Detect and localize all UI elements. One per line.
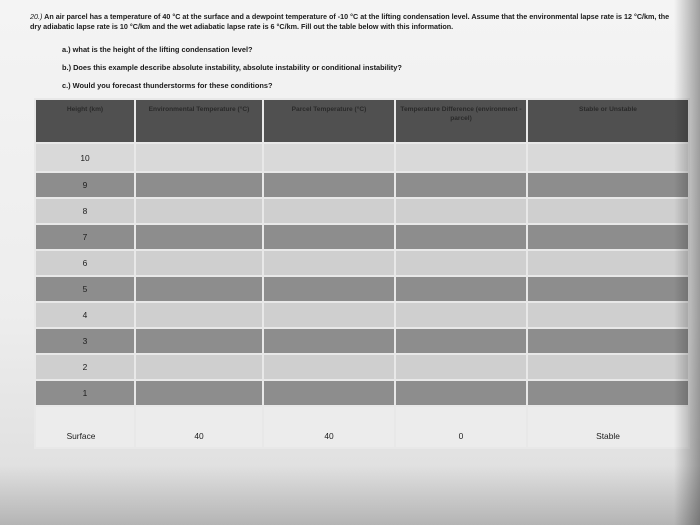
env-temp-cell[interactable] xyxy=(135,143,263,172)
height-cell: 1 xyxy=(35,380,135,406)
env-temp-cell[interactable]: 40 xyxy=(135,406,263,448)
height-cell: 8 xyxy=(35,198,135,224)
table-row xyxy=(35,143,689,172)
temp-diff-cell[interactable] xyxy=(395,143,527,172)
stability-cell[interactable] xyxy=(527,172,689,198)
table-row xyxy=(35,354,689,380)
stability-cell[interactable] xyxy=(527,276,689,302)
table-row-surface xyxy=(35,406,689,448)
height-cell: 5 xyxy=(35,276,135,302)
height-cell: 6 xyxy=(35,250,135,276)
env-temp-cell[interactable] xyxy=(135,172,263,198)
header-temp-difference: Temperature Difference (environment -parcel) xyxy=(395,99,527,143)
stability-cell[interactable] xyxy=(527,380,689,406)
env-temp-cell[interactable] xyxy=(135,250,263,276)
question-body: An air parcel has a temperature of 40 °C at the surface and a dewpoint temperature of -10 °C at the lifting condensation level. Assume that the environmental lapse rate is 12 °C/km, the dry adiabatic lapse rate is 10 °C/km and the wet adiabatic lapse rate is 6 °C/km. Fill out the table below with this information. xyxy=(30,12,670,31)
header-parcel-temp: Parcel Temperature (°C) xyxy=(263,99,395,143)
header-env-temp: Environmental Temperature (°C) xyxy=(135,99,263,143)
sub-question-a: a.) what is the height of the lifting condensation level? xyxy=(62,45,253,54)
stability-cell[interactable] xyxy=(527,224,689,250)
table-row xyxy=(35,302,689,328)
temp-diff-cell[interactable] xyxy=(395,302,527,328)
stability-cell[interactable] xyxy=(527,198,689,224)
env-temp-cell[interactable] xyxy=(135,328,263,354)
header-height: Height (km) xyxy=(35,99,135,143)
parcel-temp-cell[interactable] xyxy=(263,276,395,302)
table-row xyxy=(35,276,689,302)
parcel-temp-cell[interactable] xyxy=(263,328,395,354)
temp-diff-cell[interactable] xyxy=(395,172,527,198)
parcel-temp-cell[interactable]: 40 xyxy=(263,406,395,448)
env-temp-cell[interactable] xyxy=(135,198,263,224)
sub-question-b: b.) Does this example describe absolute instability, absolute instability or conditional instability? xyxy=(62,63,402,72)
height-cell: 9 xyxy=(35,172,135,198)
stability-cell[interactable] xyxy=(527,143,689,172)
env-temp-cell[interactable] xyxy=(135,224,263,250)
data-table-container xyxy=(34,98,688,476)
table-header-row xyxy=(35,99,689,143)
temp-diff-cell[interactable] xyxy=(395,380,527,406)
temp-diff-cell[interactable] xyxy=(395,276,527,302)
parcel-temp-cell[interactable] xyxy=(263,172,395,198)
stability-cell[interactable] xyxy=(527,250,689,276)
stability-cell[interactable] xyxy=(527,328,689,354)
parcel-temp-cell[interactable] xyxy=(263,250,395,276)
parcel-temp-cell[interactable] xyxy=(263,354,395,380)
lapse-rate-table xyxy=(34,98,690,449)
env-temp-cell[interactable] xyxy=(135,380,263,406)
parcel-temp-cell[interactable] xyxy=(263,198,395,224)
stability-cell[interactable]: Stable xyxy=(527,406,689,448)
height-cell: 10 xyxy=(35,143,135,172)
question-text xyxy=(30,12,680,32)
height-cell-surface xyxy=(35,406,135,448)
parcel-temp-cell[interactable] xyxy=(263,224,395,250)
header-stability: Stable or Unstable xyxy=(527,99,689,143)
parcel-temp-cell[interactable] xyxy=(263,143,395,172)
question-number: 20.) xyxy=(30,12,43,21)
env-temp-cell[interactable] xyxy=(135,276,263,302)
sub-question-c: c.) Would you forecast thunderstorms for these conditions? xyxy=(62,81,273,90)
height-cell: 7 xyxy=(35,224,135,250)
env-temp-cell[interactable] xyxy=(135,354,263,380)
table-row xyxy=(35,328,689,354)
table-row xyxy=(35,172,689,198)
height-cell: 3 xyxy=(35,328,135,354)
stability-cell[interactable] xyxy=(527,302,689,328)
parcel-temp-cell[interactable] xyxy=(263,302,395,328)
parcel-temp-cell[interactable] xyxy=(263,380,395,406)
table-row xyxy=(35,250,689,276)
temp-diff-cell[interactable] xyxy=(395,250,527,276)
height-cell: 2 xyxy=(35,354,135,380)
table-row xyxy=(35,198,689,224)
height-cell: 4 xyxy=(35,302,135,328)
surface-label: Surface xyxy=(66,431,96,441)
temp-diff-cell[interactable] xyxy=(395,328,527,354)
temp-diff-cell[interactable] xyxy=(395,354,527,380)
table-row xyxy=(35,380,689,406)
temp-diff-cell[interactable] xyxy=(395,198,527,224)
stability-cell[interactable] xyxy=(527,354,689,380)
table-row xyxy=(35,224,689,250)
temp-diff-cell[interactable] xyxy=(395,224,527,250)
temp-diff-cell[interactable]: 0 xyxy=(395,406,527,448)
env-temp-cell[interactable] xyxy=(135,302,263,328)
